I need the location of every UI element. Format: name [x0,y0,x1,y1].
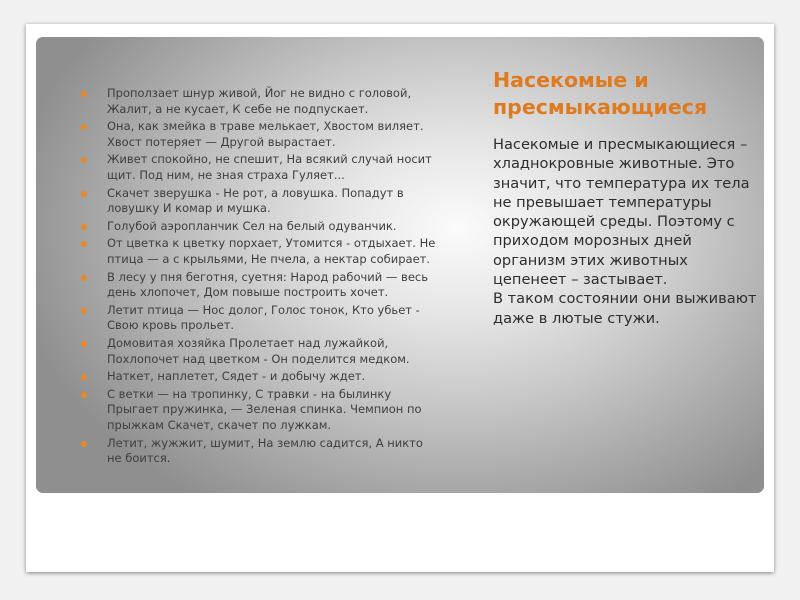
riddle-text: В лесу у пня беготня, суетня: Народ рабочий — весь день хлопочет, Дом повыше построить хочет. [107,269,429,300]
riddle-text: Она, как змейка в траве мелькает, Хвостом виляет. Хвост потеряет — Другой вырастает. [107,119,424,149]
list-item [77,152,437,183]
list-item [77,119,437,150]
list-item [77,186,437,217]
riddle-list [77,86,437,469]
riddle-text: Живет спокойно, не спешит, На всякий случай носит щит. Под ним, не зная страха Гуляет... [107,152,432,182]
bullet-icon [81,191,87,197]
riddle-text: От цветка к цветку порхает, Утомится - отдыхает. Не птица — а с крыльями, Не пчела, а нектар собирает. [107,236,436,266]
riddle-text: Наткет, наплетет, Сядет - и добычу ждет. [107,369,366,384]
riddle-text: С ветки — на тропинку, С травки - на былинку Прыгает пружинка, — Зеленая спинка. Чемпион по прыжкам Скачет, скачет по лужкам. [107,386,422,432]
list-item [77,270,437,301]
bullet-icon [81,224,87,230]
list-item [77,369,437,385]
bullet-icon [81,157,87,163]
bullet-icon [81,91,87,97]
list-item [77,436,437,467]
list-item [77,336,437,367]
slide-body-text: Насекомые и пресмыкающиеся – хладнокровные животные. Это значит, что температура их тела не превышает температуры окружающей среды. Поэтому с приходом морозных дней организм этих животных цепенеет – застывает. В таком состоянии они выживают даже в лютые стужи. [493,136,757,327]
bullet-icon [81,275,87,281]
slide [26,24,774,572]
bullet-icon [81,392,87,398]
list-item [77,86,437,117]
list-item [77,219,437,235]
riddle-text: Домовитая хозяйка Пролетает над лужайкой, Похлопочет над цветком - Он поделится медком. [107,336,410,366]
slide-title: Насекомые и пресмыкающиеся [493,68,708,119]
riddle-text: Голубой аэропланчик Сел на белый одуванчик. [107,218,397,233]
bullet-icon [81,308,87,314]
bullet-icon [81,241,87,247]
riddle-text: Летит, жужжит, шумит, На землю садится, А никто не боится. [107,435,423,466]
list-item [77,303,437,334]
list-item [77,236,437,267]
list-item [77,387,437,434]
bullet-icon [81,374,87,380]
bullet-icon [81,341,87,347]
bullet-icon [81,441,87,447]
bullet-icon [81,124,87,130]
riddle-text: Скачет зверушка - Не рот, а ловушка. Попадут в ловушку И комар и мушка. [107,185,404,216]
riddle-text: Проползает шнур живой, Йог не видно с головой, Жалит, а не кусает, К себе не подпускает. [107,86,412,116]
riddle-text: Летит птица — Нос долог, Голос тонок, Кто убьет - Свою кровь прольет. [107,302,420,333]
